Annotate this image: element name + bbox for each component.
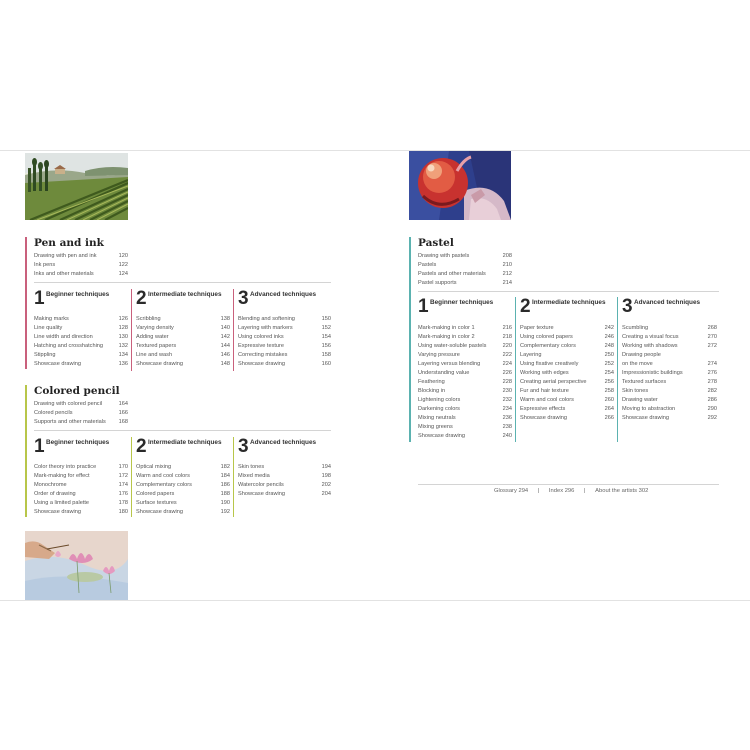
toc-entry-page: 188 <box>220 491 230 497</box>
toc-entry-label: Layering with markers <box>238 325 293 331</box>
toc-entry-page: 222 <box>502 352 512 358</box>
toc-entry-label: Showcase drawing <box>136 509 183 515</box>
toc-entry <box>622 342 717 351</box>
colored-pencil-intermediate-list <box>136 463 230 517</box>
toc-entry-page: 272 <box>707 343 717 349</box>
toc-entry-page: 166 <box>118 410 128 416</box>
toc-entry-label: Using fixative creatively <box>520 361 579 367</box>
toc-entry-page: 216 <box>502 325 512 331</box>
toc-entry-page: 256 <box>604 379 614 385</box>
toc-entry-page: 232 <box>502 397 512 403</box>
pen-ink-advanced-number: 3 <box>238 288 249 309</box>
toc-entry-label: Expressive effects <box>520 406 566 412</box>
toc-entry-label: Correcting mistakes <box>238 352 288 358</box>
toc-entry-page: 194 <box>321 464 331 470</box>
index-entry: Index 296 <box>548 488 575 494</box>
toc-entry <box>136 333 230 342</box>
toc-entry-page: 180 <box>118 509 128 515</box>
toc-entry-label: Line quality <box>34 325 63 331</box>
colored-pencil-col-divider-2 <box>233 437 234 517</box>
toc-entry <box>136 472 230 481</box>
colored-pencil-divider <box>34 430 331 431</box>
toc-entry <box>622 405 717 414</box>
toc-entry-page: 142 <box>220 334 230 340</box>
toc-entry <box>418 252 512 261</box>
pen-ink-intermediate-number: 2 <box>136 288 147 309</box>
toc-entry <box>136 481 230 490</box>
toc-entry <box>34 499 128 508</box>
toc-entry <box>418 423 512 432</box>
toc-entry <box>136 508 230 517</box>
toc-entry-page: 122 <box>118 262 128 268</box>
pen-ink-advanced-label: Advanced techniques <box>250 291 317 298</box>
pastel-intermediate-number: 2 <box>520 296 531 317</box>
toc-entry <box>418 432 512 441</box>
toc-entry-label: Using water-soluble pastels <box>418 343 487 349</box>
toc-entry-label: Making marks <box>34 316 69 322</box>
toc-entry-page: 224 <box>502 361 512 367</box>
toc-entry-page: 292 <box>707 415 717 421</box>
toc-entry-label: Textured papers <box>136 343 177 349</box>
toc-entry-label: Varying density <box>136 325 174 331</box>
toc-entry <box>34 481 128 490</box>
toc-entry-page: 250 <box>604 352 614 358</box>
toc-entry <box>34 472 128 481</box>
toc-entry-page: 144 <box>220 343 230 349</box>
toc-entry-label: Layering versus blending <box>418 361 481 367</box>
about-artists-entry: About the artists 302 <box>595 488 649 494</box>
toc-entry <box>418 261 512 270</box>
toc-entry-page: 120 <box>118 253 128 259</box>
toc-entry-page: 282 <box>707 388 717 394</box>
toc-entry-label: Showcase drawing <box>418 433 465 439</box>
toc-entry <box>136 324 230 333</box>
toc-entry-page: 240 <box>502 433 512 439</box>
toc-entry-label: Working with shadows <box>622 343 678 349</box>
toc-entry <box>622 378 717 387</box>
toc-entry-label: Mixing neutrals <box>418 415 456 421</box>
toc-entry <box>34 463 128 472</box>
pastel-advanced-number: 3 <box>622 296 633 317</box>
colored-pencil-title: Colored pencil <box>34 385 120 397</box>
toc-entry-label: Varying pressure <box>418 352 460 358</box>
footer-divider <box>418 484 719 485</box>
toc-entry-page: 234 <box>502 406 512 412</box>
toc-entry-label: Showcase drawing <box>34 509 81 515</box>
toc-entry <box>238 333 331 342</box>
toc-entry <box>136 315 230 324</box>
toc-entry <box>34 418 128 427</box>
pen-ink-beginner-number: 1 <box>34 288 45 309</box>
toc-entry <box>34 261 128 270</box>
toc-entry-page: 160 <box>321 361 331 367</box>
toc-entry-label: Complementary colors <box>520 343 576 349</box>
peach-image <box>409 151 511 220</box>
toc-entry-label: Colored papers <box>136 491 175 497</box>
pen-ink-advanced-list <box>238 315 331 369</box>
toc-entry-page: 208 <box>502 253 512 259</box>
toc-entry-page: 130 <box>118 334 128 340</box>
pastel-intro-list <box>418 252 512 288</box>
toc-entry-label: Stippling <box>34 352 56 358</box>
toc-entry-page: 254 <box>604 370 614 376</box>
toc-entry <box>622 351 717 360</box>
toc-entry <box>520 324 614 333</box>
toc-entry-label: Drawing people <box>622 352 661 358</box>
toc-entry-page: 190 <box>220 500 230 506</box>
toc-entry-page: 242 <box>604 325 614 331</box>
toc-entry-label: Paper texture <box>520 325 554 331</box>
toc-entry-page: 204 <box>321 491 331 497</box>
toc-entry-page: 176 <box>118 491 128 497</box>
vineyard-image <box>25 153 128 220</box>
toc-entry-label: Inks and other materials <box>34 271 94 277</box>
toc-entry-page: 274 <box>707 361 717 367</box>
pen-ink-beginner-label: Beginner techniques <box>46 291 110 298</box>
toc-entry-page: 178 <box>118 500 128 506</box>
toc-entry <box>418 396 512 405</box>
toc-entry-label: Supports and other materials <box>34 419 106 425</box>
toc-entry-page: 230 <box>502 388 512 394</box>
toc-entry-label: Showcase drawing <box>520 415 567 421</box>
pastel-intermediate-label: Intermediate techniques <box>532 299 606 306</box>
toc-entry-page: 258 <box>604 388 614 394</box>
toc-entry <box>136 490 230 499</box>
toc-entry-label: Skin tones <box>622 388 649 394</box>
glossary-entry: Glossary 294 <box>494 488 529 494</box>
toc-entry <box>34 333 128 342</box>
toc-entry-label: Drawing with colored pencil <box>34 401 103 407</box>
pen-ink-beginner-list <box>34 315 128 369</box>
toc-entry <box>136 463 230 472</box>
toc-entry-label: Impressionistic buildings <box>622 370 683 376</box>
toc-entry <box>622 324 717 333</box>
toc-entry-page: 266 <box>604 415 614 421</box>
toc-entry <box>136 360 230 369</box>
toc-entry-page: 170 <box>118 464 128 470</box>
toc-entry-page: 218 <box>502 334 512 340</box>
toc-entry <box>418 387 512 396</box>
toc-entry <box>238 360 331 369</box>
toc-entry <box>622 369 717 378</box>
toc-entry-page: 146 <box>220 352 230 358</box>
book-spread <box>0 150 750 601</box>
toc-entry-page: 184 <box>220 473 230 479</box>
toc-entry <box>520 360 614 369</box>
toc-entry-label: Scribbling <box>136 316 161 322</box>
toc-entry-page: 132 <box>118 343 128 349</box>
toc-entry-label: Mark-making for effect <box>34 473 90 479</box>
toc-entry-label: Creating a visual focus <box>622 334 679 340</box>
toc-entry-label: Complementary colors <box>136 482 192 488</box>
toc-entry <box>418 333 512 342</box>
toc-entry-label: Blending and softening <box>238 316 295 322</box>
colored-pencil-beginner-number: 1 <box>34 436 45 457</box>
toc-entry-label: Pastels and other materials <box>418 271 486 277</box>
toc-entry-label: Mixed media <box>238 473 270 479</box>
toc-entry <box>238 481 331 490</box>
toc-entry <box>34 508 128 517</box>
toc-entry-label: Pastels <box>418 262 437 268</box>
toc-entry-label: Monochrome <box>34 482 67 488</box>
toc-entry-page: 260 <box>604 397 614 403</box>
toc-entry-page: 156 <box>321 343 331 349</box>
toc-entry-page: 134 <box>118 352 128 358</box>
toc-entry <box>238 472 331 481</box>
toc-entry-label: Drawing with pen and ink <box>34 253 97 259</box>
toc-entry-page: 228 <box>502 379 512 385</box>
toc-entry-page: 152 <box>321 325 331 331</box>
toc-entry-label: Blocking in <box>418 388 446 394</box>
toc-entry-page: 210 <box>502 262 512 268</box>
toc-entry <box>238 351 331 360</box>
toc-entry <box>136 351 230 360</box>
toc-entry-label: Line width and direction <box>34 334 93 340</box>
toc-entry <box>34 400 128 409</box>
toc-entry-page: 126 <box>118 316 128 322</box>
toc-entry <box>520 369 614 378</box>
back-matter-links <box>490 488 652 494</box>
toc-entry-label: Lightening colors <box>418 397 461 403</box>
toc-entry-page: 182 <box>220 464 230 470</box>
toc-entry-label: Drawing with pastels <box>418 253 470 259</box>
toc-entry <box>34 252 128 261</box>
pastel-divider <box>418 291 719 292</box>
toc-entry-label: Showcase drawing <box>238 361 285 367</box>
toc-entry-label: Using colored inks <box>238 334 284 340</box>
toc-entry <box>418 351 512 360</box>
toc-entry-label: on the move <box>622 361 653 367</box>
toc-entry-page: 158 <box>321 352 331 358</box>
toc-entry-page: 220 <box>502 343 512 349</box>
toc-entry-label: Textured surfaces <box>622 379 667 385</box>
toc-entry <box>238 342 331 351</box>
toc-entry <box>238 324 331 333</box>
toc-entry-page: 212 <box>502 271 512 277</box>
toc-entry-page: 124 <box>118 271 128 277</box>
toc-entry-label: Warm and cool colors <box>520 397 574 403</box>
toc-entry-page: 290 <box>707 406 717 412</box>
toc-entry <box>520 342 614 351</box>
toc-entry-label: Working with edges <box>520 370 569 376</box>
toc-entry-label: Using colored papers <box>520 334 573 340</box>
colored-pencil-intermediate-number: 2 <box>136 436 147 457</box>
toc-entry <box>520 333 614 342</box>
toc-entry <box>520 396 614 405</box>
toc-entry <box>418 270 512 279</box>
pastel-advanced-label: Advanced techniques <box>634 299 701 306</box>
toc-entry-page: 172 <box>118 473 128 479</box>
toc-entry-label: Showcase drawing <box>34 361 81 367</box>
toc-entry-label: Showcase drawing <box>136 361 183 367</box>
colored-pencil-advanced-label: Advanced techniques <box>250 439 317 446</box>
toc-entry <box>34 490 128 499</box>
toc-entry <box>418 405 512 414</box>
pastel-beginner-number: 1 <box>418 296 429 317</box>
pen-ink-divider <box>34 282 331 283</box>
toc-entry-label: Using a limited palette <box>34 500 90 506</box>
toc-entry-label: Color theory into practice <box>34 464 97 470</box>
toc-entry <box>520 405 614 414</box>
toc-entry <box>520 414 614 423</box>
toc-entry-page: 238 <box>502 424 512 430</box>
colored-pencil-intro-list <box>34 400 128 427</box>
toc-entry-label: Mark-making in color 2 <box>418 334 475 340</box>
toc-entry-label: Optical mixing <box>136 464 172 470</box>
toc-entry-label: Line and wash <box>136 352 173 358</box>
pen-ink-col-divider-1 <box>131 289 132 371</box>
toc-entry <box>520 351 614 360</box>
toc-entry <box>238 463 331 472</box>
pastel-color-bar <box>409 237 411 442</box>
toc-entry <box>418 369 512 378</box>
toc-entry <box>622 360 717 369</box>
toc-entry-page: 150 <box>321 316 331 322</box>
toc-entry-page: 168 <box>118 419 128 425</box>
footer-separator: | <box>537 488 540 494</box>
toc-entry-page: 268 <box>707 325 717 331</box>
toc-entry-label: Colored pencils <box>34 410 73 416</box>
toc-entry-label: Fur and hair texture <box>520 388 569 394</box>
toc-entry-label: Darkening colors <box>418 406 460 412</box>
toc-entry <box>136 499 230 508</box>
toc-entry-label: Feathering <box>418 379 445 385</box>
toc-entry-label: Showcase drawing <box>622 415 669 421</box>
pen-ink-color-bar <box>25 237 27 369</box>
toc-entry-page: 270 <box>707 334 717 340</box>
toc-entry <box>622 414 717 423</box>
footer-separator: | <box>584 488 586 494</box>
toc-entry <box>238 490 331 499</box>
toc-entry <box>34 409 128 418</box>
toc-entry-label: Hatching and crosshatching <box>34 343 104 349</box>
toc-entry-page: 198 <box>321 473 331 479</box>
toc-entry-page: 236 <box>502 415 512 421</box>
toc-entry <box>418 279 512 288</box>
toc-entry-page: 276 <box>707 370 717 376</box>
colored-pencil-advanced-number: 3 <box>238 436 249 457</box>
toc-entry-label: Understanding value <box>418 370 470 376</box>
toc-entry-page: 128 <box>118 325 128 331</box>
toc-entry <box>418 360 512 369</box>
toc-entry-page: 186 <box>220 482 230 488</box>
pen-ink-col-divider-2 <box>233 289 234 371</box>
toc-entry-label: Watercolor pencils <box>238 482 284 488</box>
toc-entry <box>136 342 230 351</box>
colored-pencil-intermediate-label: Intermediate techniques <box>148 439 222 446</box>
toc-entry <box>622 333 717 342</box>
toc-entry-page: 138 <box>220 316 230 322</box>
toc-entry-label: Mark-making in color 1 <box>418 325 475 331</box>
toc-entry-page: 246 <box>604 334 614 340</box>
toc-entry <box>418 414 512 423</box>
toc-entry <box>34 342 128 351</box>
toc-entry-label: Creating aerial perspective <box>520 379 587 385</box>
toc-entry <box>520 378 614 387</box>
toc-entry <box>622 396 717 405</box>
toc-entry <box>418 378 512 387</box>
toc-entry-label: Showcase drawing <box>238 491 285 497</box>
toc-entry-label: Skin tones <box>238 464 265 470</box>
toc-entry-page: 264 <box>604 406 614 412</box>
toc-entry-label: Order of drawing <box>34 491 76 497</box>
colored-pencil-beginner-list <box>34 463 128 517</box>
toc-entry-label: Drawing water <box>622 397 658 403</box>
toc-entry-page: 214 <box>502 280 512 286</box>
toc-entry-page: 286 <box>707 397 717 403</box>
toc-entry-label: Adding water <box>136 334 169 340</box>
toc-entry-page: 174 <box>118 482 128 488</box>
toc-entry-label: Pastel supports <box>418 280 457 286</box>
pastel-col-divider-1 <box>515 297 516 442</box>
toc-entry-label: Scumbling <box>622 325 649 331</box>
toc-entry <box>418 342 512 351</box>
toc-entry <box>34 351 128 360</box>
pen-ink-title: Pen and ink <box>34 237 104 249</box>
lotus-image <box>25 531 128 600</box>
toc-entry <box>34 324 128 333</box>
toc-entry-label: Layering <box>520 352 542 358</box>
toc-entry-label: Mixing greens <box>418 424 453 430</box>
toc-entry-page: 248 <box>604 343 614 349</box>
toc-entry-label: Moving to abstraction <box>622 406 676 412</box>
pen-ink-intermediate-list <box>136 315 230 369</box>
toc-entry-page: 226 <box>502 370 512 376</box>
colored-pencil-color-bar <box>25 385 27 517</box>
pastel-beginner-label: Beginner techniques <box>430 299 494 306</box>
pastel-beginner-list <box>418 324 512 441</box>
pastel-intermediate-list <box>520 324 614 423</box>
toc-entry-page: 136 <box>118 361 128 367</box>
toc-entry <box>238 315 331 324</box>
toc-entry <box>622 387 717 396</box>
pastel-col-divider-2 <box>617 297 618 442</box>
toc-entry <box>34 270 128 279</box>
toc-entry-page: 140 <box>220 325 230 331</box>
toc-entry-page: 148 <box>220 361 230 367</box>
toc-entry-page: 252 <box>604 361 614 367</box>
colored-pencil-beginner-label: Beginner techniques <box>46 439 110 446</box>
toc-entry-page: 164 <box>118 401 128 407</box>
toc-entry-label: Expressive texture <box>238 343 285 349</box>
toc-entry-label: Warm and cool colors <box>136 473 190 479</box>
toc-entry-page: 192 <box>220 509 230 515</box>
toc-entry <box>34 360 128 369</box>
pen-ink-intro-list <box>34 252 128 279</box>
toc-entry-page: 154 <box>321 334 331 340</box>
toc-entry-page: 202 <box>321 482 331 488</box>
pastel-advanced-list <box>622 324 717 423</box>
toc-entry <box>34 315 128 324</box>
toc-entry-label: Ink pens <box>34 262 56 268</box>
toc-entry <box>520 387 614 396</box>
pen-ink-intermediate-label: Intermediate techniques <box>148 291 222 298</box>
toc-entry-page: 278 <box>707 379 717 385</box>
toc-entry <box>418 324 512 333</box>
colored-pencil-advanced-list <box>238 463 331 499</box>
pastel-title: Pastel <box>418 237 454 249</box>
toc-entry-label: Surface textures <box>136 500 177 506</box>
colored-pencil-col-divider-1 <box>131 437 132 517</box>
